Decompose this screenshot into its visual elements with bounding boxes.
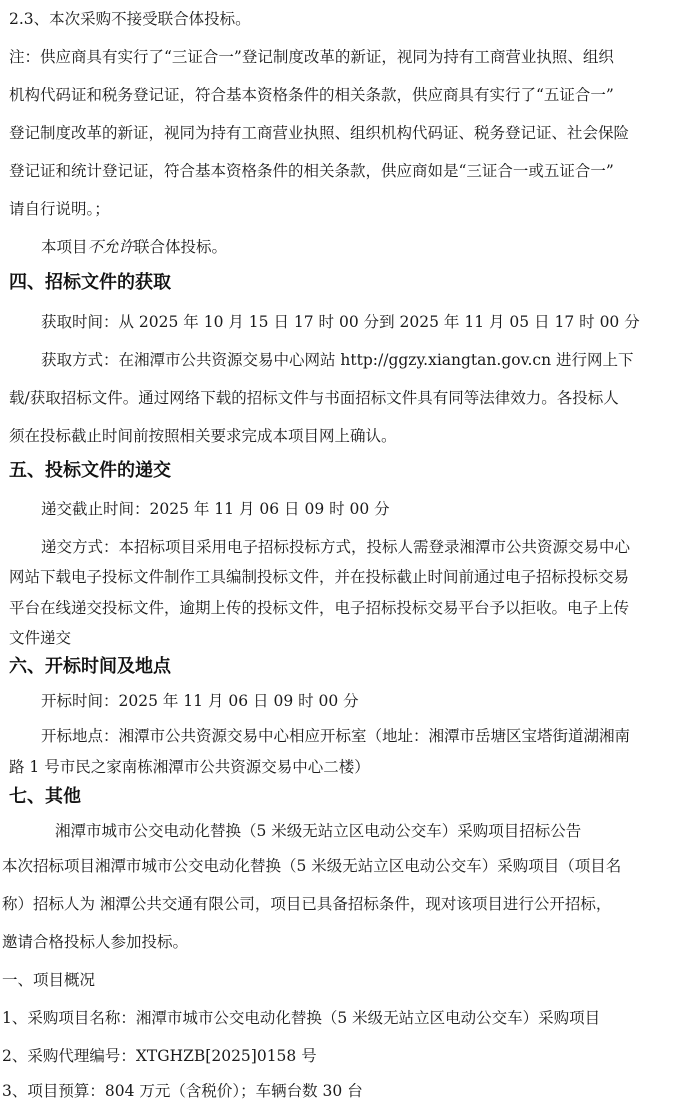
section-5-method-1: 递交方式：本招标项目采用电子招标投标方式，投标人需登录湘潭市公共资源交易中心	[41, 538, 631, 556]
section-5-method-3: 平台在线递交投标文件，逾期上传的投标文件，电子招标投标交易平台予以拒收。电子上传	[9, 599, 630, 617]
section-5-deadline: 递交截止时间：2025 年 11 月 06 日 09 时 00 分	[41, 500, 390, 518]
note-line-2: 机构代码证和税务登记证，符合基本资格条件的相关条款，供应商具有实行了“五证合一”	[9, 86, 614, 104]
section-4-method-2: 载/获取招标文件。通过网络下载的招标文件与书面招标文件具有同等法律效力。各投标人	[9, 389, 619, 407]
section-4-method-1: 获取方式：在湘潭市公共资源交易中心网站 http://ggzy.xiangtan.gov.cn 进行网上下	[41, 351, 634, 369]
clause-2-3: 2.3、本次采购不接受联合体投标。	[9, 10, 251, 28]
section-7-heading: 七、其他	[9, 786, 81, 807]
consortium-line	[41, 236, 227, 258]
overview-item-3: 3、项目预算：804 万元（含税价）；车辆台数 30 台	[2, 1082, 363, 1100]
section-5-method-2: 网站下载电子投标文件制作工具编制投标文件，并在投标截止时间前通过电子招标投标交易	[9, 568, 630, 586]
section-5-heading: 五、投标文件的递交	[9, 460, 171, 481]
note-line-4: 登记证和统计登记证，符合基本资格条件的相关条款，供应商如是“三证合一或五证合一”	[9, 162, 614, 180]
announcement-intro-3: 邀请合格投标人参加投标。	[2, 933, 189, 951]
consortium-suffix: 联合体投标。	[134, 238, 228, 256]
section-4-time: 获取时间：从 2025 年 10 月 15 日 17 时 00 分到 2025 年 11 月 05 日 17 时 00 分	[41, 313, 640, 331]
consortium-emphasis: 不允许	[87, 238, 135, 256]
overview-item-2: 2、采购代理编号：XTGHZB[2025]0158 号	[2, 1047, 317, 1065]
overview-heading: 一、项目概况	[2, 971, 96, 989]
section-6-place-2: 路 1 号市民之家南栋湘潭市公共资源交易中心二楼）	[9, 758, 370, 776]
note-line-1: 注：供应商具有实行了“三证合一”登记制度改革的新证，视同为持有工商营业执照、组织	[9, 48, 614, 66]
announcement-title: 湘潭市城市公交电动化替换（5 米级无站立区电动公交车）采购项目招标公告	[55, 822, 582, 840]
announcement-intro-1: 本次招标项目湘潭市城市公交电动化替换（5 米级无站立区电动公交车）采购项目（项目名	[2, 857, 622, 875]
section-6-time: 开标时间：2025 年 11 月 06 日 09 时 00 分	[41, 692, 359, 710]
announcement-intro-2: 称）招标人为 湘潭公共交通有限公司，项目已具备招标条件，现对该项目进行公开招标，	[2, 895, 612, 913]
note-line-3: 登记制度改革的新证，视同为持有工商营业执照、组织机构代码证、税务登记证、社会保险	[9, 124, 630, 142]
consortium-prefix: 本项目	[41, 238, 88, 256]
note-line-5: 请自行说明。；	[9, 200, 110, 218]
section-6-heading: 六、开标时间及地点	[9, 656, 171, 677]
section-4-method-3: 须在投标截止时间前按照相关要求完成本项目网上确认。	[9, 427, 397, 445]
section-5-method-4: 文件递交	[9, 629, 72, 647]
section-6-place-1: 开标地点：湘潭市公共资源交易中心相应开标室（地址：湘潭市岳塘区宝塔街道湖湘南	[41, 727, 631, 745]
section-4-heading: 四、招标文件的获取	[9, 272, 171, 293]
overview-item-1: 1、采购项目名称：湘潭市城市公交电动化替换（5 米级无站立区电动公交车）采购项目	[2, 1009, 601, 1027]
